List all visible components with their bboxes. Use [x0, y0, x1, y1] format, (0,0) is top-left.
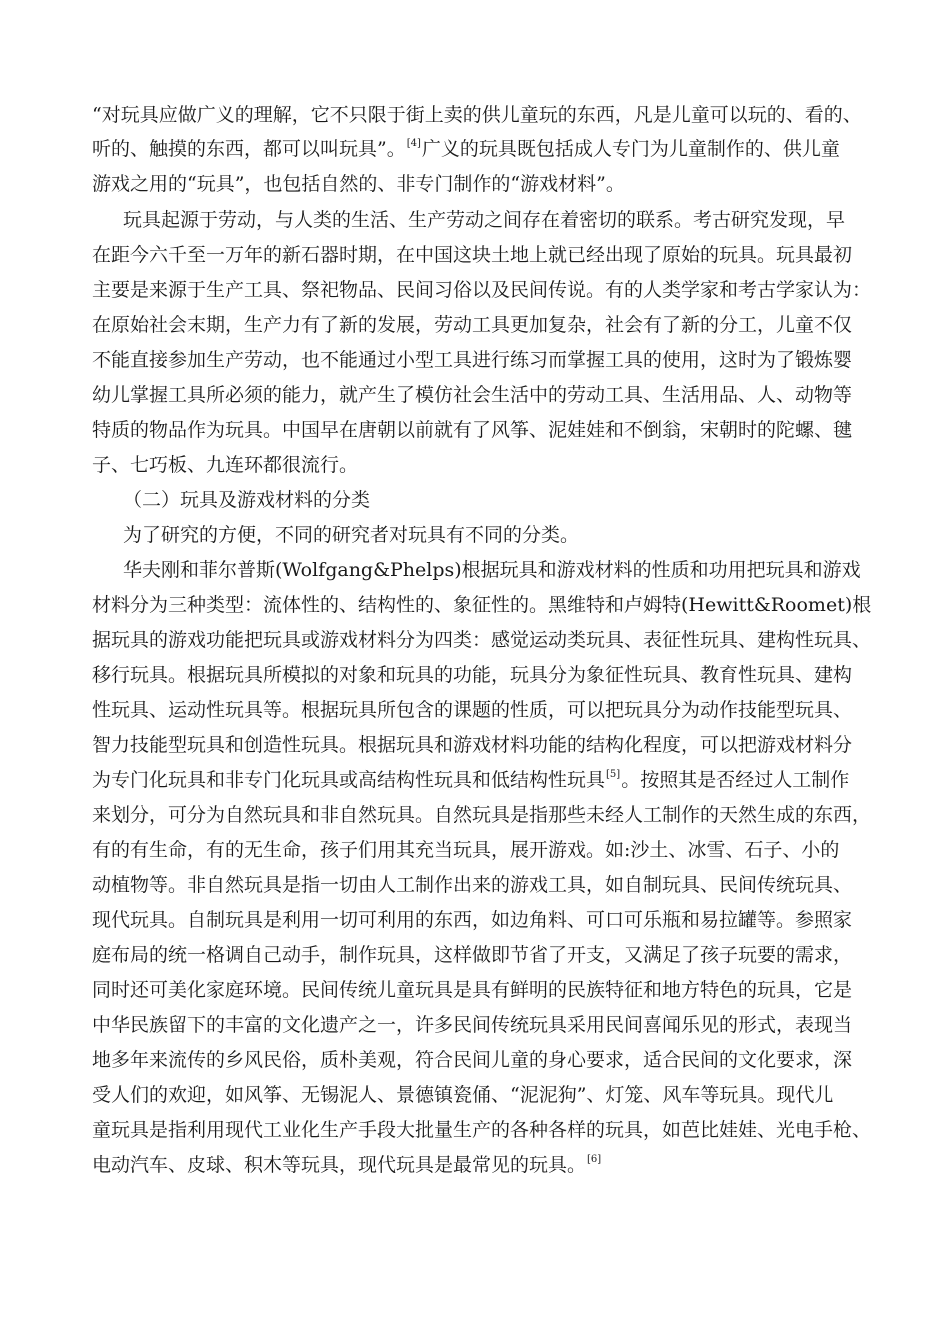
text-segment: 电动汽车、皮球、积木等玩具，现代玩具是最常见的玩具。 — [92, 1154, 587, 1176]
text-line — [92, 448, 872, 482]
heading-text: （二）玩具及游戏材料的分类 — [123, 489, 371, 511]
text-line — [92, 1008, 872, 1042]
citation-marker: [4] — [406, 138, 421, 149]
text-line — [92, 238, 872, 272]
text-segment: 幼儿掌握工具所必须的能力，就产生了模仿社会生活中的劳动工具、生活用品、人、动物等 — [92, 384, 853, 406]
text-line — [92, 378, 872, 412]
text-segment: 游戏之用的“玩具”，也包括自然的、非专门制作的“游戏材料”。 — [92, 173, 625, 195]
text-line — [92, 1113, 872, 1147]
text-segment: 特质的物品作为玩具。中国早在唐朝以前就有了风筝、泥娃娃和不倒翁，宋朝时的陀螺、毽 — [92, 419, 853, 441]
text-line — [92, 98, 872, 132]
text-line — [92, 588, 872, 622]
text-line — [92, 973, 872, 1007]
text-segment: 中华民族留下的丰富的文化遗产之一，许多民间传统玩具采用民间喜闻乐见的形式，表现当 — [92, 1014, 853, 1036]
text-segment: 来划分，可分为自然玩具和非自然玩具。自然玩具是指那些未经人工制作的天然生成的东西， — [92, 804, 872, 826]
text-segment: 现代玩具。自制玩具是利用一切可利用的东西，如边角料、可口可乐瓶和易拉罐等。参照家 — [92, 909, 853, 931]
text-line — [92, 132, 872, 166]
text-segment: 。按照其是否经过人工制作 — [621, 769, 850, 791]
text-segment: 童玩具是指利用现代工业化生产手段大批量生产的各种各样的玩具，如芭比娃娃、光电手枪、 — [92, 1119, 872, 1141]
text-segment: 为专门化玩具和非专门化玩具或高结构性玩具和低结构性玩具 — [92, 769, 606, 791]
text-line — [92, 833, 872, 867]
text-segment: 有的有生命，有的无生命，孩子们用其充当玩具，展开游戏。如:沙土、冰雪、石子、小的 — [92, 839, 840, 861]
text-segment: 子、七巧板、九连环都很流行。 — [92, 454, 359, 476]
text-segment: 庭布局的统一格调自己动手，制作玩具，这样做即节省了开支，又满足了孩子玩要的需求， — [92, 944, 853, 966]
text-line — [92, 1043, 872, 1077]
text-segment: 动植物等。非自然玩具是指一切由人工制作出来的游戏工具，如自制玩具、民间传统玩具、 — [92, 874, 853, 896]
section-heading — [123, 483, 903, 517]
text-line-indented — [123, 203, 903, 237]
citation-marker: [5] — [606, 769, 621, 780]
text-segment: 不能直接参加生产劳动，也不能通过小型工具进行练习而掌握工具的使用，这时为了锻炼婴 — [92, 349, 853, 371]
text-line — [92, 763, 872, 797]
text-segment: 主要是来源于生产工具、祭祀物品、民间习俗以及民间传说。有的人类学家和考古学家认为： — [92, 279, 872, 301]
text-segment: 移行玩具。根据玩具所模拟的对象和玩具的功能，玩具分为象征性玩具、教育性玩具、建构 — [92, 664, 853, 686]
text-line — [92, 308, 872, 342]
citation-marker: [6] — [587, 1154, 602, 1165]
text-line — [92, 273, 872, 307]
text-line — [92, 868, 872, 902]
text-line — [92, 343, 872, 377]
text-line — [92, 1078, 872, 1112]
text-segment: 同时还可美化家庭环境。民间传统儿童玩具是具有鲜明的民族特征和地方特色的玩具，它是 — [92, 979, 853, 1001]
text-segment: “对玩具应做广义的理解，它不只限于街上卖的供儿童玩的东西，凡是儿童可以玩的、看的、 — [92, 104, 862, 126]
text-segment: 听的、触摸的东西，都可以叫玩具”。 — [92, 138, 406, 160]
text-line-indented — [123, 553, 903, 587]
text-segment: 为了研究的方便，不同的研究者对玩具有不同的分类。 — [123, 524, 580, 546]
text-line — [92, 728, 872, 762]
text-line — [92, 938, 872, 972]
text-segment: 性玩具、运动性玩具等。根据玩具所包含的课题的性质，可以把玩具分为动作技能型玩具、 — [92, 699, 853, 721]
text-segment: 华夫刚和菲尔普斯(Wolfgang&Phelps)根据玩具和游戏材料的性质和功用把玩具和游戏 — [123, 559, 861, 581]
text-line — [92, 623, 872, 657]
text-segment: 玩具起源于劳动，与人类的生活、生产劳动之间存在着密切的联系。考古研究发现，早 — [123, 209, 846, 231]
text-line — [92, 413, 872, 447]
text-line — [92, 1148, 872, 1182]
text-segment: 受人们的欢迎，如风筝、无锡泥人、景德镇瓷俑、“泥泥狗”、灯笼、风车等玩具。现代儿 — [92, 1084, 834, 1106]
text-line — [92, 693, 872, 727]
text-segment: 智力技能型玩具和创造性玩具。根据玩具和游戏材料功能的结构化程度，可以把游戏材料分 — [92, 734, 853, 756]
text-segment: 据玩具的游戏功能把玩具或游戏材料分为四类：感觉运动类玩具、表征性玩具、建构性玩具、 — [92, 629, 872, 651]
text-segment: 材料分为三种类型：流体性的、结构性的、象征性的。黑维特和卢姆特(Hewitt&Roomet)根 — [92, 594, 872, 616]
text-segment: 在距今六千至一万年的新石器时期，在中国这块土地上就已经出现了原始的玩具。玩具最初 — [92, 244, 853, 266]
text-line — [92, 903, 872, 937]
text-segment: 广义的玩具既包括成人专门为儿童制作的、供儿童 — [421, 138, 840, 160]
text-segment: 在原始社会末期，生产力有了新的发展，劳动工具更加复杂，社会有了新的分工，儿童不仅 — [92, 314, 853, 336]
text-line — [92, 798, 872, 832]
text-line — [92, 167, 872, 201]
text-segment: 地多年来流传的乡风民俗，质朴美观，符合民间儿童的身心要求，适合民间的文化要求，深 — [92, 1049, 853, 1071]
text-line — [92, 658, 872, 692]
text-line-indented — [123, 518, 903, 552]
